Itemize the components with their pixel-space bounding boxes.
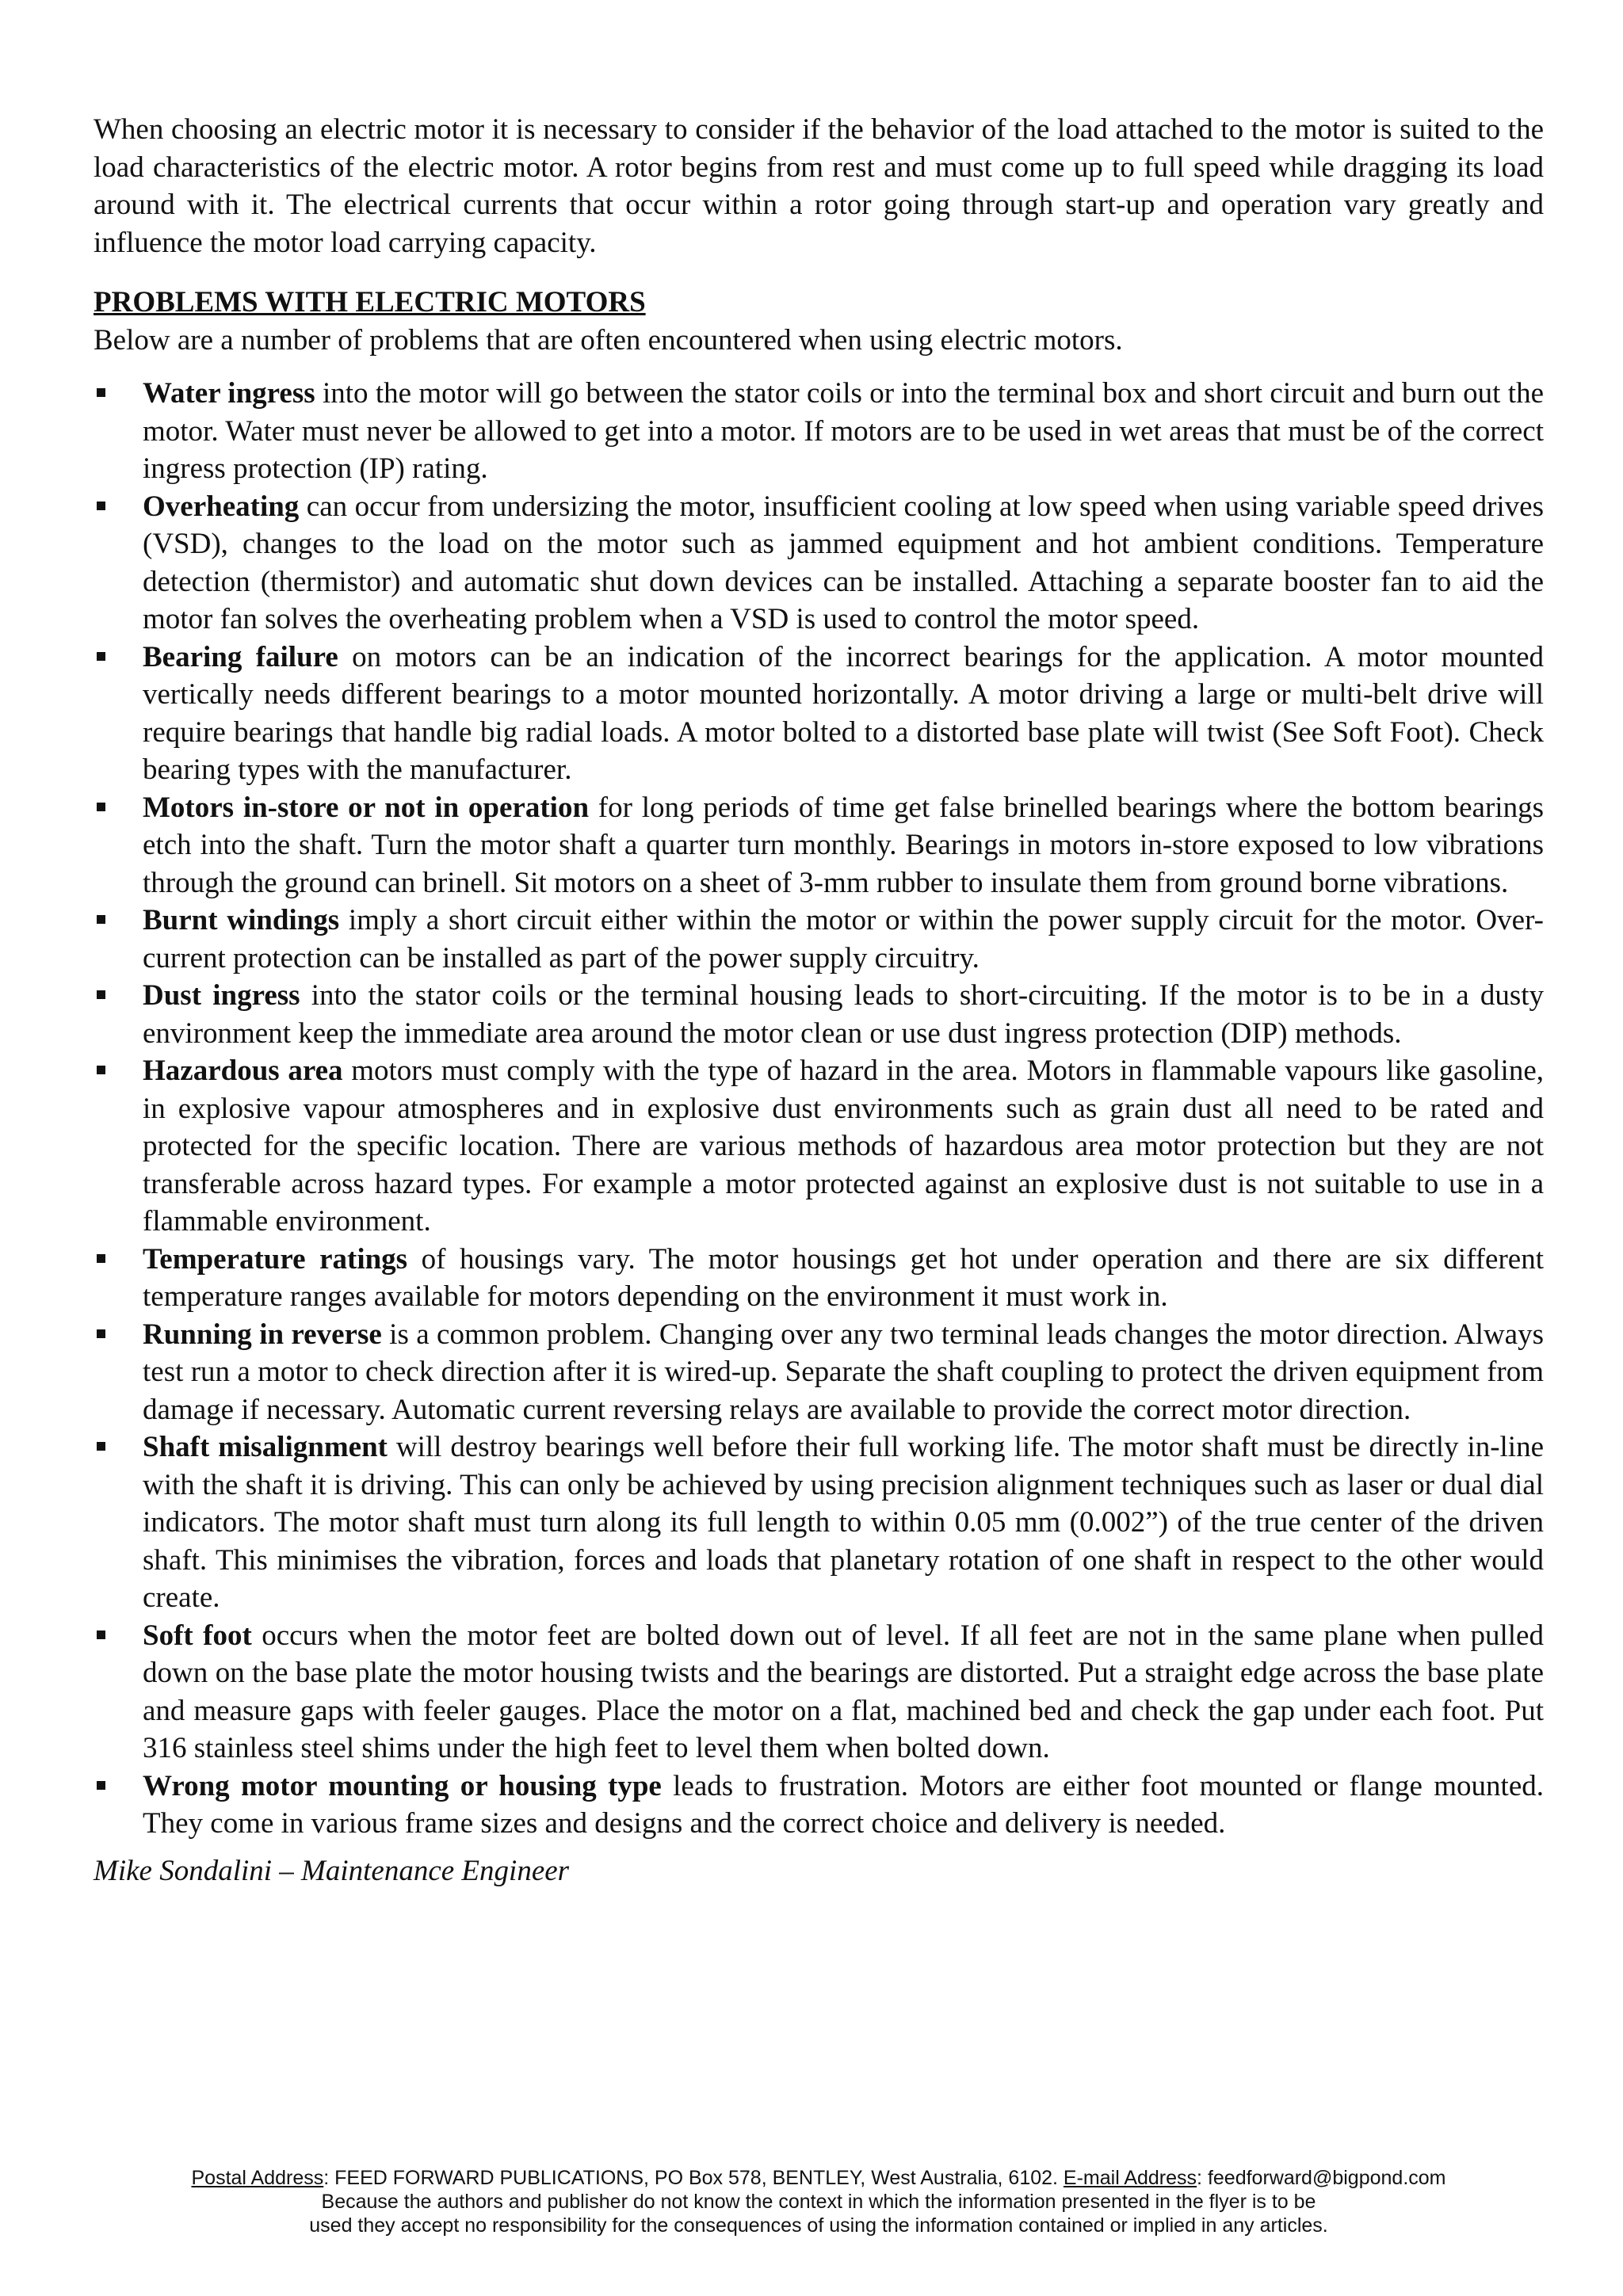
- item-term: Temperature ratings: [143, 1242, 408, 1276]
- item-term: Running in reverse: [143, 1318, 382, 1351]
- email-value: : feedforward@bigpond.com: [1197, 2167, 1446, 2189]
- bullet-icon: [97, 990, 105, 999]
- list-item: [94, 1052, 1544, 1241]
- bullet-icon: [97, 1254, 105, 1263]
- list-item: [94, 789, 1544, 902]
- item-term: Bearing failure: [143, 640, 338, 673]
- list-item: [94, 1316, 1544, 1429]
- item-text: imply a short circuit either within the motor or within the power supply circuit for the motor. Over-current protection can be installed as part of the power supply circuitry.: [143, 904, 1544, 974]
- item-term: Motors in-store or not in operation: [143, 791, 590, 824]
- email-label: E-mail Address: [1063, 2167, 1197, 2189]
- section-subheading: Below are a number of problems that are often encountered when using electric motors.: [94, 323, 1123, 357]
- item-text: on motors can be an indication of the incorrect bearings for the application. A motor mounted vertically needs different bearings to a motor mounted horizontally. A motor driving a large or multi-belt drive will require bearings that handle big radial loads. A motor bolted to a distorted base plate will twist (See Soft Foot). Check bearing types with the manufacturer.: [143, 640, 1544, 786]
- item-term: Water ingress: [143, 377, 315, 410]
- bullet-icon: [97, 1781, 105, 1790]
- item-term: Hazardous area: [143, 1055, 343, 1087]
- item-text: into the stator coils or the terminal housing leads to short-circuiting. If the motor is to be in a dusty environment keep the immediate area around the motor clean or use dust ingress protection (DIP) methods.: [143, 979, 1544, 1050]
- bullet-icon: [97, 1442, 105, 1451]
- footer-contact-line: [94, 2166, 1544, 2190]
- list-item: [94, 488, 1544, 639]
- disclaimer-line-2: used they accept no responsibility for the consequences of using the information contained or implied in any articles.: [309, 2214, 1328, 2237]
- item-term: Wrong motor mounting or housing type: [143, 1769, 662, 1802]
- page-footer: [94, 2166, 1544, 2237]
- bullet-icon: [97, 1066, 105, 1074]
- item-text: can occur from undersizing the motor, insufficient cooling at low speed when using variable speed drives (VSD), changes to the load on the motor such as jammed equipment and hot ambient conditions. Temperature detection (thermistor) and automatic shut down devices can be installed. Attaching a separate booster fan to aid the motor fan solves the overheating problem when a VSD is used to control the motor speed.: [143, 490, 1544, 635]
- item-text: occurs when the motor feet are bolted down out of level. If all feet are not in the same plane when pulled down on the base plate the motor housing twists and the bearings are distorted. Put a straight edge across the base plate and measure gaps with feeler gauges. Place the motor on a flat, machined bed and check the gap under each foot. Put 316 stainless steel shims under the high feet to level them when bolted down.: [143, 1619, 1544, 1764]
- list-item: [94, 1241, 1544, 1316]
- item-text: will destroy bearings well before their full working life. The motor shaft must be directly in-line with the shaft it is driving. This can only be achieved by using precision alignment techniques such as laser or dual dial indicators. The motor shaft must turn along its full length to within 0.05 mm (0.002”) of the true center of the driven shaft. This minimises the vibration, forces and loads that planetary rotation of one shaft in respect to the other would create.: [143, 1431, 1545, 1614]
- author-signature: Mike Sondalini – Maintenance Engineer: [94, 1854, 570, 1887]
- item-term: Shaft misalignment: [143, 1431, 388, 1463]
- item-term: Soft foot: [143, 1619, 252, 1652]
- item-term: Dust ingress: [143, 979, 300, 1012]
- intro-paragraph: When choosing an electric motor it is necessary to consider if the behavior of the load attached to the motor is suited to the load characteristics of the electric motor. A rotor begins from rest and must come up to full speed while dragging its load around with it. The electrical currents that occur within a rotor going through start-up and operation vary greatly and influence the motor load carrying capacity.: [94, 113, 1544, 259]
- list-item: [94, 902, 1544, 977]
- problems-list: [94, 375, 1544, 1843]
- item-term: Burnt windings: [143, 904, 340, 936]
- bullet-icon: [97, 1630, 105, 1639]
- item-text: is a common problem. Changing over any two terminal leads changes the motor direction. Always test run a motor to check direction after it is wired-up. Separate the shaft coupling to protect the driven equipment from damage if necessary. Automatic current reversing relays are available to provide the correct motor direction.: [143, 1318, 1544, 1426]
- disclaimer-line-1: Because the authors and publisher do not know the context in which the information presented in the flyer is to be: [321, 2191, 1316, 2213]
- bullet-icon: [97, 803, 105, 811]
- item-text: leads to frustration. Motors are either foot mounted or flange mounted. They come in various frame sizes and designs and the correct choice and delivery is needed.: [143, 1769, 1544, 1840]
- postal-value: : FEED FORWARD PUBLICATIONS, PO Box 578, BENTLEY, West Australia, 6102.: [323, 2167, 1064, 2189]
- list-item: [94, 977, 1544, 1052]
- bullet-icon: [97, 1329, 105, 1338]
- document-body: [94, 111, 1544, 1890]
- item-text: of housings vary. The motor housings get hot under operation and there are six different temperature ranges available for motors depending on the environment it must work in.: [143, 1242, 1544, 1313]
- item-term: Overheating: [143, 490, 300, 523]
- postal-label: Postal Address: [191, 2167, 324, 2189]
- item-text: for long periods of time get false brinelled bearings where the bottom bearings etch into the shaft. Turn the motor shaft a quarter turn monthly. Bearings in motors in-store exposed to low vibrations through the ground can brinell. Sit motors on a sheet of 3-mm rubber to insulate them from ground borne vibrations.: [143, 791, 1544, 899]
- bullet-icon: [97, 652, 105, 661]
- bullet-icon: [97, 388, 105, 397]
- list-item: [94, 1768, 1544, 1843]
- bullet-icon: [97, 502, 105, 510]
- list-item: [94, 375, 1544, 488]
- bullet-icon: [97, 915, 105, 924]
- item-text: motors must comply with the type of hazard in the area. Motors in flammable vapours like gasoline, in explosive vapour atmospheres and in explosive dust environments such as grain dust all need to be rated and protected for the specific location. There are various methods of hazardous area motor protection but they are not transferable across hazard types. For example a motor protected against an explosive dust is not suitable to use in a flammable environment.: [143, 1055, 1544, 1238]
- list-item: [94, 1617, 1544, 1768]
- section-heading: PROBLEMS WITH ELECTRIC MOTORS: [94, 286, 646, 318]
- item-text: into the motor will go between the stator coils or into the terminal box and short circuit and burn out the motor. Water must never be allowed to get into a motor. If motors are to be used in wet areas that must be of the correct ingress protection (IP) rating.: [143, 377, 1544, 485]
- list-item: [94, 1428, 1544, 1617]
- list-item: [94, 639, 1544, 789]
